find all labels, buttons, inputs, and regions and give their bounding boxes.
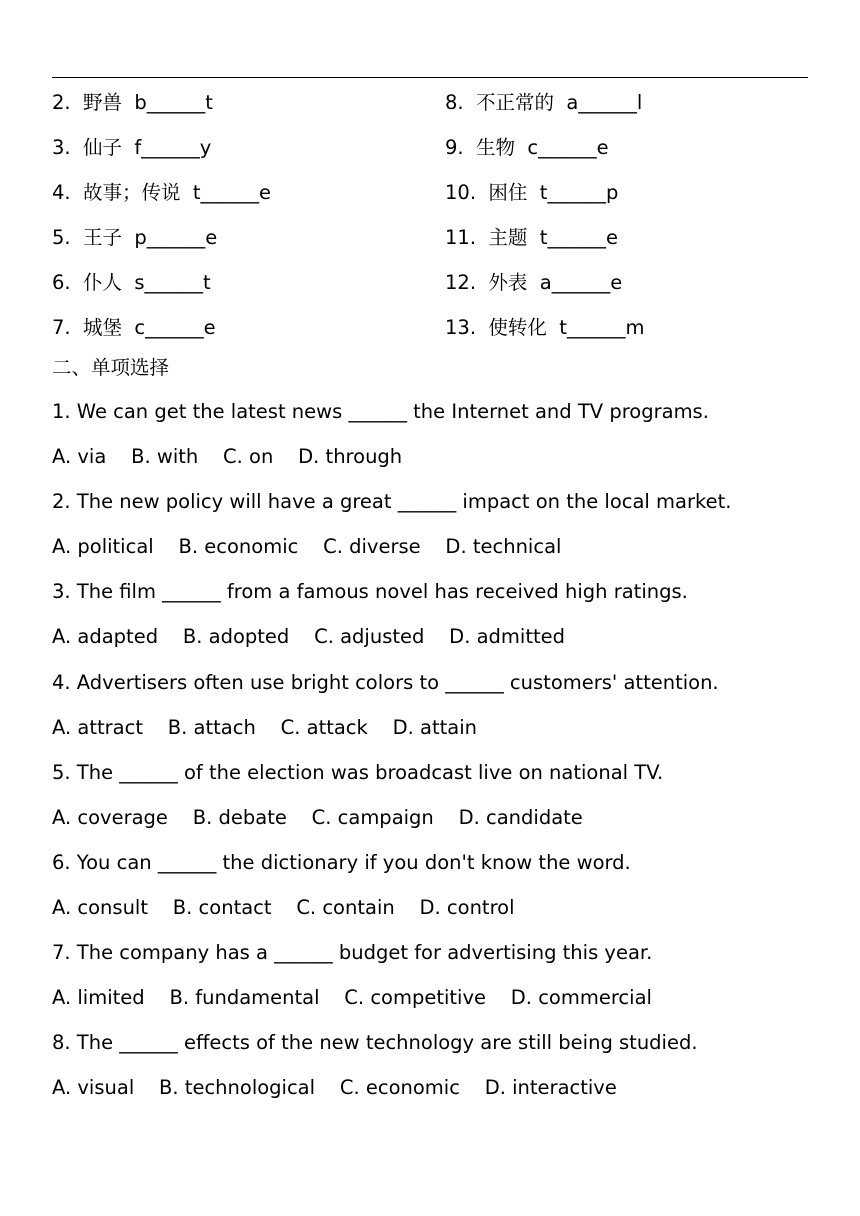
question-options: A. limited B. fundamental C. competitive D. commercial	[52, 986, 652, 1010]
vocab-item: 5. 王子 p______e	[52, 226, 218, 249]
vocab-row	[52, 80, 808, 125]
question-options: A. attract B. attach C. attack D. attain	[52, 715, 477, 739]
question-options: A. coverage B. debate C. campaign D. candidate	[52, 805, 583, 829]
vocab-row	[52, 125, 808, 170]
vocab-row	[52, 215, 808, 260]
question-stem: 7. The company has a ______ budget for advertising this year.	[52, 941, 653, 965]
vocab-item: 12. 外表 a______e	[445, 271, 623, 294]
question-stem: 4. Advertisers often use bright colors to ______ customers' attention.	[52, 670, 719, 694]
question-stem: 1. We can get the latest news ______ the Internet and TV programs.	[52, 400, 709, 423]
question-stem: 8. The ______ effects of the new technology are still being studied.	[52, 1031, 698, 1055]
vocab-item: 2. 野兽 b______t	[52, 91, 213, 114]
vocab-item: 10. 困住 t______p	[445, 181, 619, 204]
vocab-row	[52, 305, 808, 350]
vocab-item: 4. 故事；传说 t______e	[52, 181, 272, 204]
question-options: A. adapted B. adopted C. adjusted D. admitted	[52, 625, 565, 649]
vocab-row	[52, 260, 808, 305]
vocab-item: 8. 不正常的 a______l	[445, 91, 643, 114]
vocabulary-list	[52, 80, 808, 350]
vocab-item: 11. 主题 t______e	[445, 226, 618, 249]
section-heading: 二、单项选择	[52, 356, 170, 379]
question-stem: 3. The film ______ from a famous novel has received high ratings.	[52, 580, 688, 604]
question-stem: 6. You can ______ the dictionary if you don't know the word.	[52, 850, 631, 874]
vocab-item: 3. 仙子 f______y	[52, 136, 212, 159]
question-options: A. consult B. contact C. contain D. control	[52, 896, 515, 920]
vocab-item: 6. 仆人 s______t	[52, 271, 211, 294]
question-options: A. visual B. technological C. economic D. interactive	[52, 1076, 617, 1100]
question-options: A. political B. economic C. diverse D. technical	[52, 535, 562, 559]
question-stem: 5. The ______ of the election was broadcast live on national TV.	[52, 760, 664, 784]
question-options: A. via B. with C. on D. through	[52, 445, 403, 469]
question-stem: 2. The new policy will have a great ______ impact on the local market.	[52, 490, 732, 514]
top-divider-line	[52, 77, 808, 78]
vocab-row	[52, 170, 808, 215]
vocab-item: 9. 生物 c______e	[445, 136, 609, 159]
vocab-item: 13. 使转化 t______m	[445, 316, 645, 339]
multiple-choice-list	[52, 389, 808, 1111]
vocab-item: 7. 城堡 c______e	[52, 316, 216, 339]
